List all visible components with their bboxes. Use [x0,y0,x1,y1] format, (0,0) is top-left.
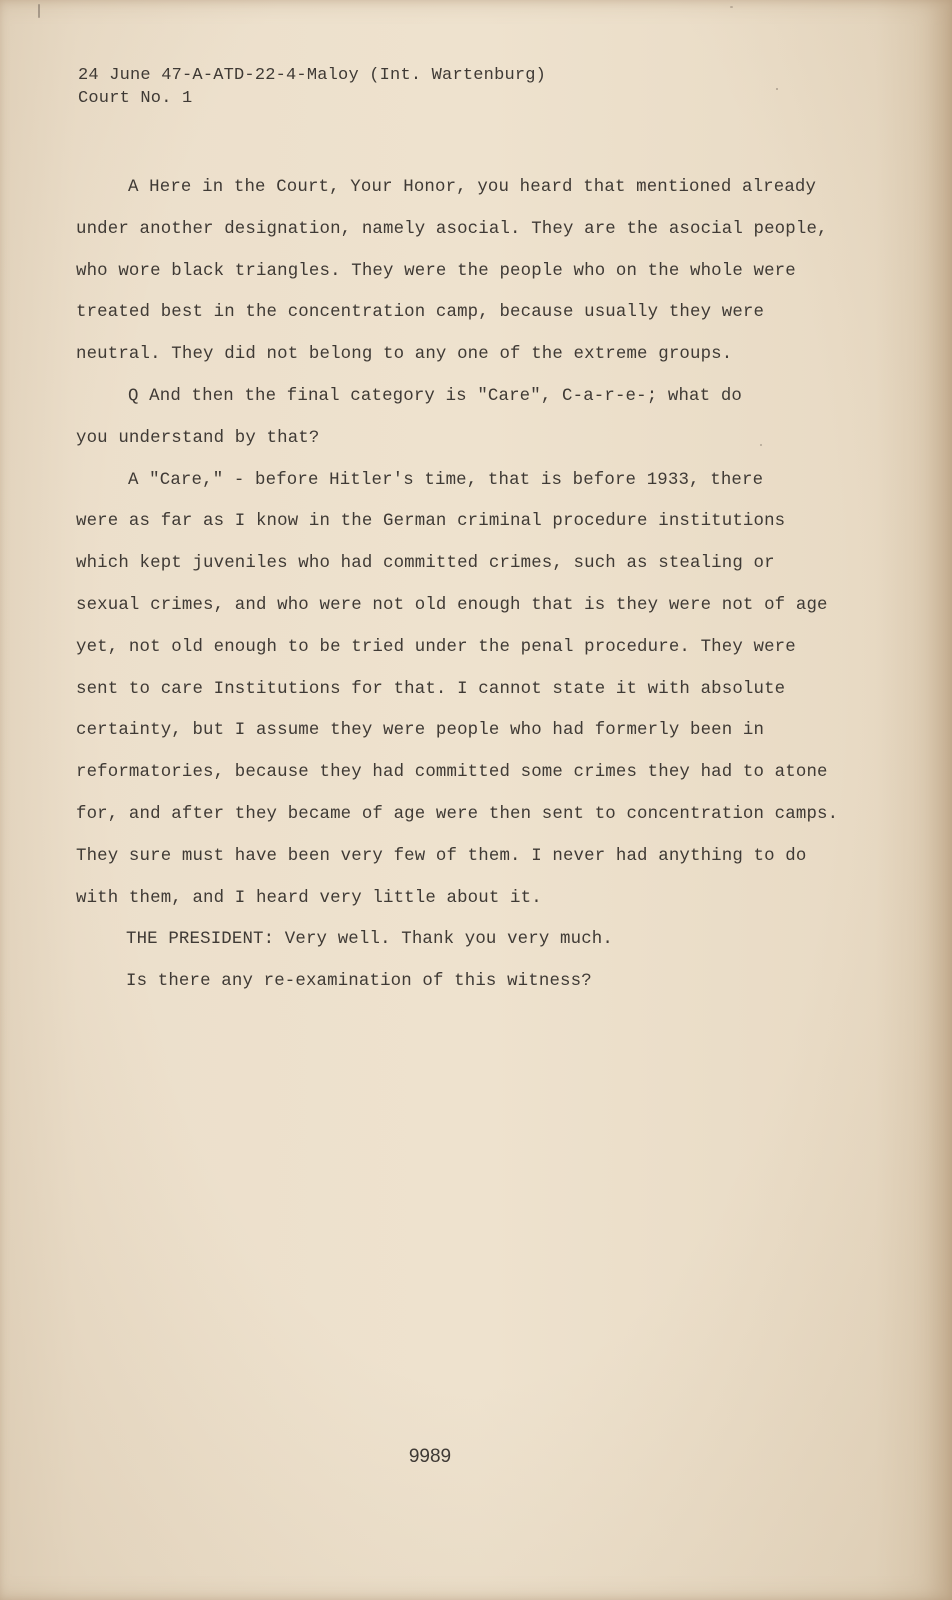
transcript-line: yet, not old enough to be tried under the penal procedure. They were [76,637,796,657]
transcript-body [76,167,839,1003]
transcript-line: sent to care Institutions for that. I cannot state it with absolute [76,679,786,699]
transcript-line: which kept juveniles who had committed crimes, such as stealing or [76,554,775,574]
transcript-line: They sure must have been very few of them. I never had anything to do [76,846,807,866]
document-header [78,64,546,110]
transcript-line: A "Care," - before Hitler's time, that is before 1933, there [128,470,764,490]
transcript-line: were as far as I know in the German criminal procedure institutions [76,512,786,532]
header-court-number: Court No. 1 [78,89,193,108]
transcript-line: certainty, but I assume they were people who had formerly been in [76,721,765,741]
header-case-reference: 24 June 47-A-ATD-22-4-Maloy (Int. Wartenburg) [78,66,547,85]
transcript-line: for, and after they became of age were then sent to concentration camps. [76,804,839,824]
transcript-line: reformatories, because they had committed some crimes they had to atone [76,763,828,783]
page-number: 9989 [408,1446,452,1467]
transcript-line: sexual crimes, and who were not old enough that is they were not of age [76,595,828,615]
transcript-line: neutral. They did not belong to any one of the extreme groups. [76,345,733,365]
transcript-line: you understand by that? [76,428,320,448]
transcript-line: Q And then the final category is "Care", C-a-r-e-; what do [128,386,742,406]
transcript-line: with them, and I heard very little about it. [76,888,542,908]
paper-speck [730,6,733,8]
paper-speck [776,88,778,90]
paper-speck [38,4,40,18]
transcript-line: A Here in the Court, Your Honor, you heard that mentioned already [128,178,817,197]
transcript-line: Is there any re-examination of this witness? [126,972,592,992]
transcript-line: THE PRESIDENT: Very well. Thank you very much. [126,930,613,950]
paper-speck [760,444,762,446]
transcript-line: under another designation, namely asocial. They are the asocial people, [76,219,828,239]
transcript-line: who wore black triangles. They were the people who on the whole were [76,261,796,281]
transcript-line: treated best in the concentration camp, because usually they were [76,303,765,323]
